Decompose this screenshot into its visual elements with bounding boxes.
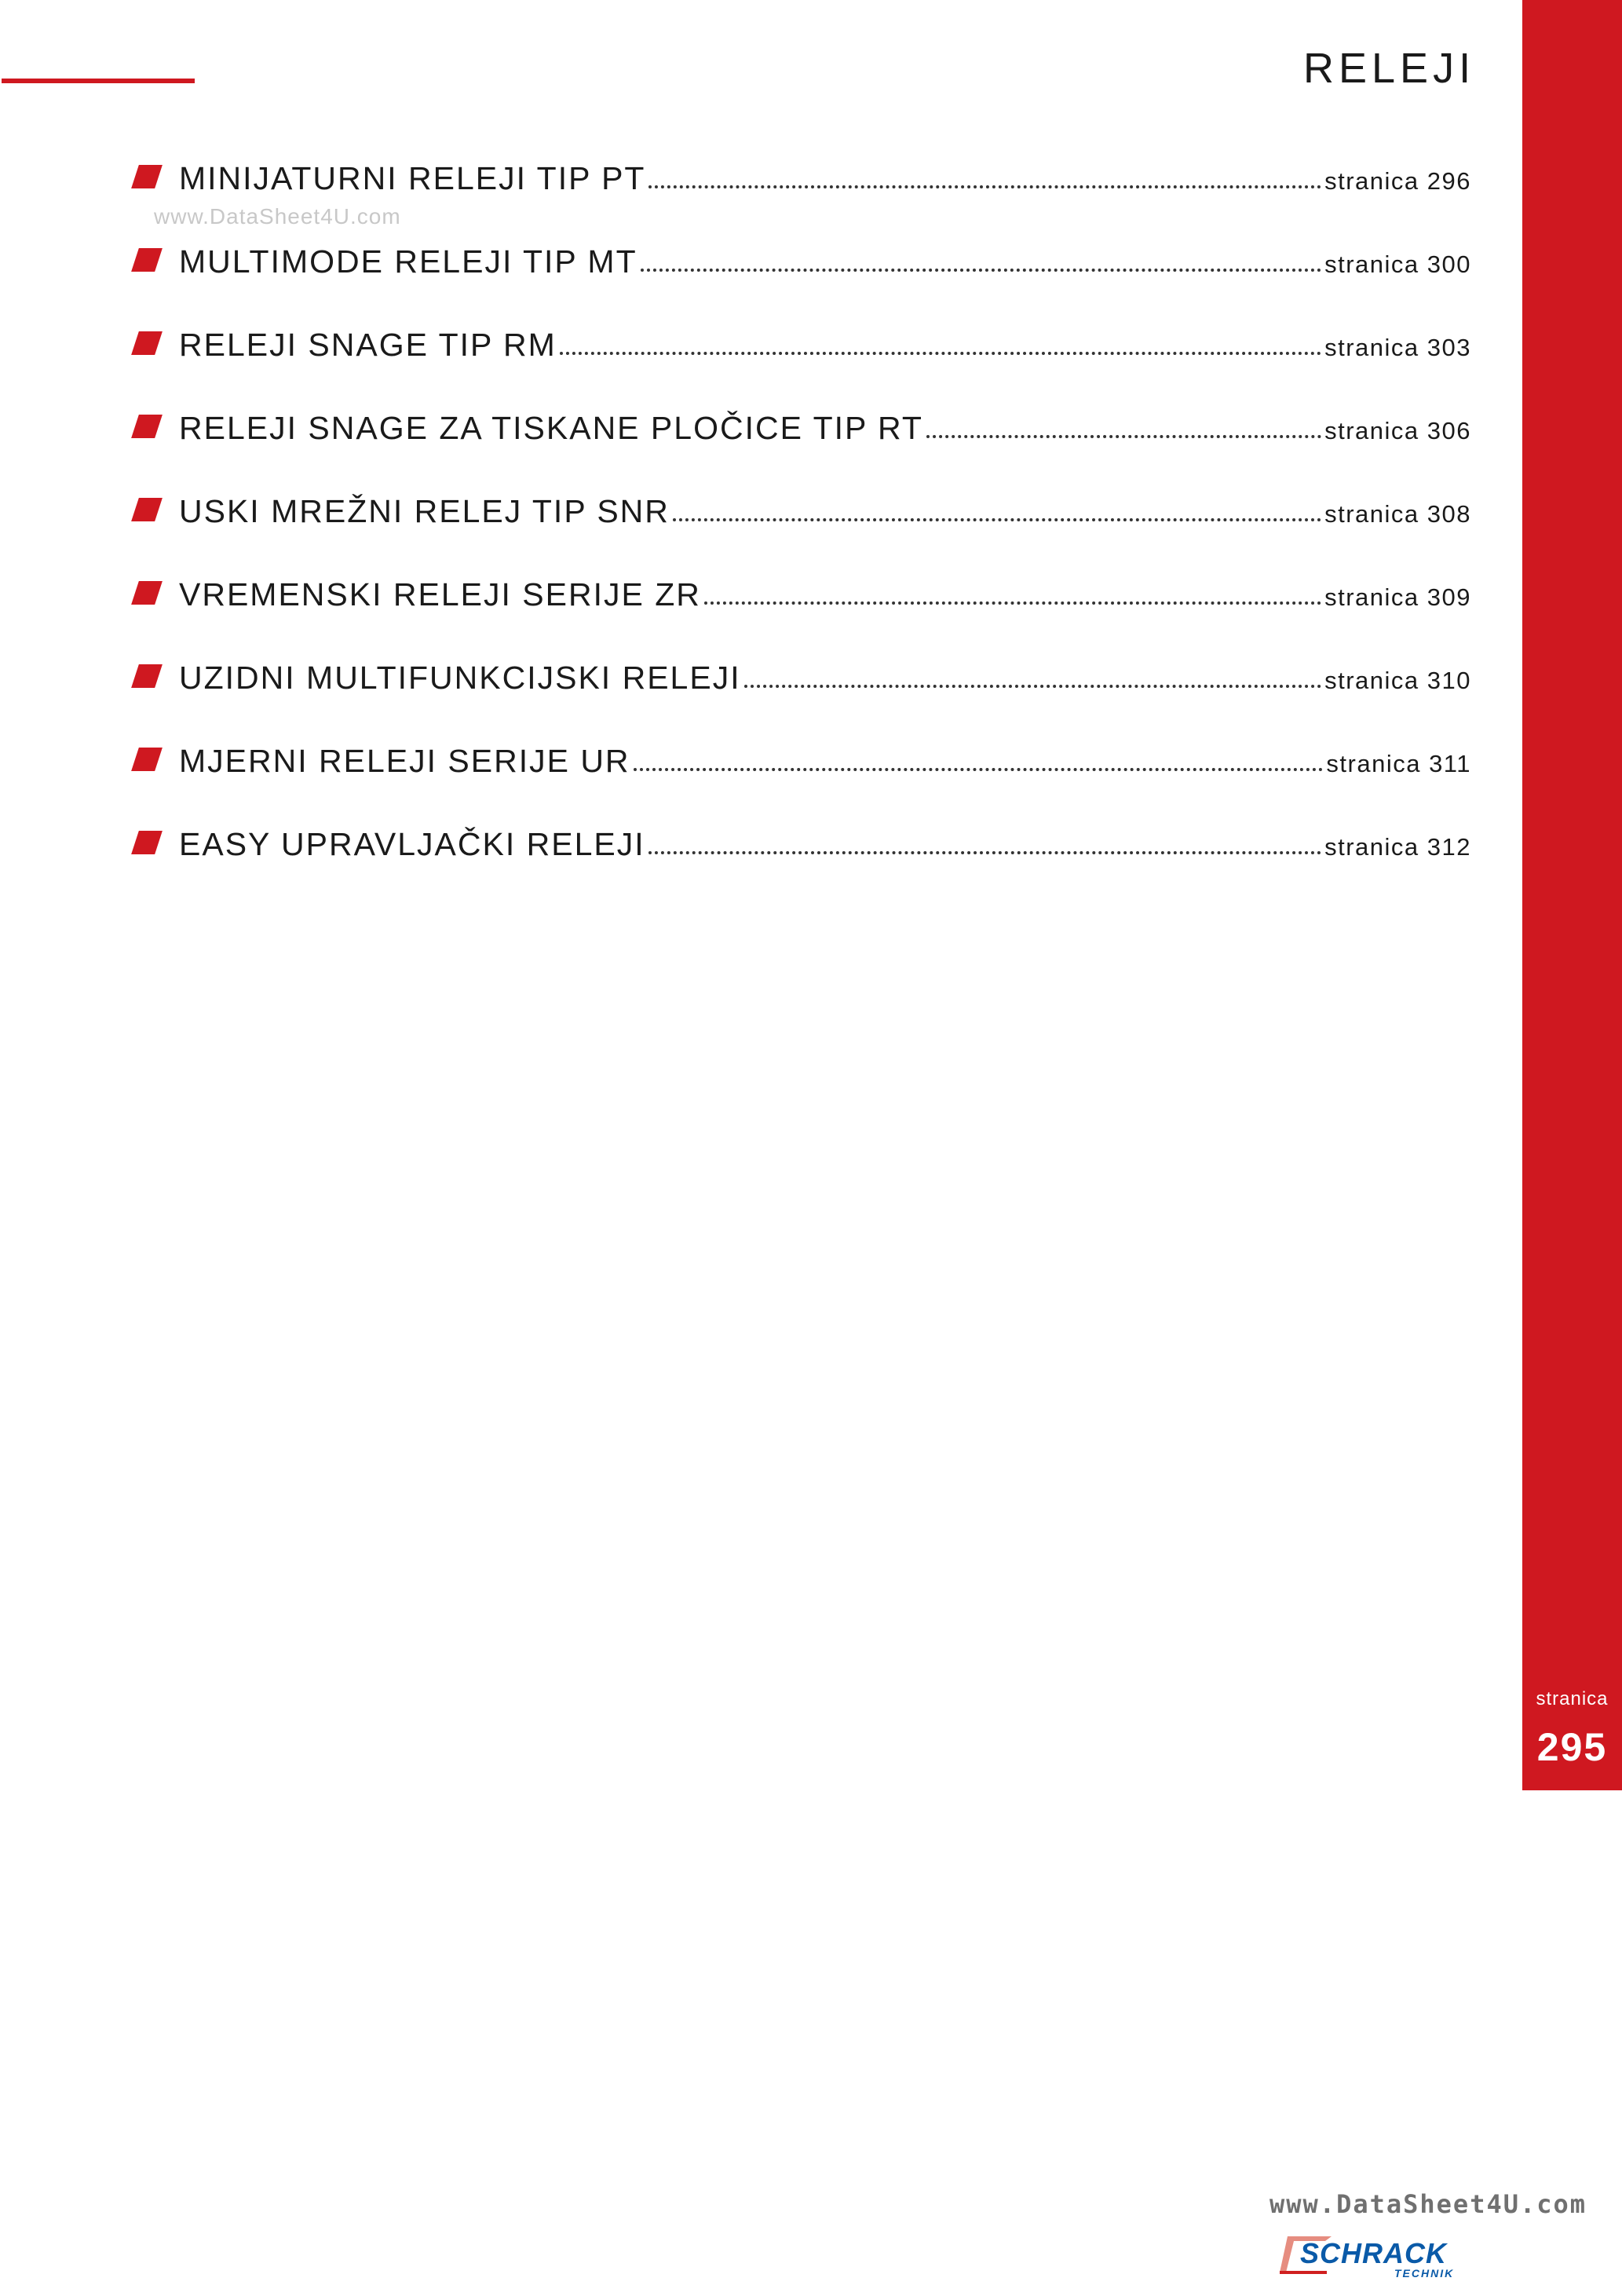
- bullet-icon: [131, 498, 163, 521]
- toc-item-page: stranica 309: [1324, 583, 1471, 611]
- side-red-bar: [1522, 0, 1622, 1790]
- toc-item[interactable]: [129, 239, 1471, 278]
- watermark-top: www.DataSheet4U.com: [154, 204, 401, 229]
- watermark-bottom[interactable]: www.DataSheet4U.com: [1269, 2189, 1587, 2219]
- toc-item-page: stranica 308: [1324, 500, 1471, 528]
- toc-item[interactable]: [129, 738, 1471, 777]
- dot-leader: [641, 269, 1321, 272]
- schrack-logo: [1277, 2233, 1481, 2280]
- toc-item-label: MINIJATURNI RELEJI TIP PT: [179, 160, 646, 196]
- svg-text:SCHRACK: SCHRACK: [1300, 2237, 1447, 2269]
- svg-text:TECHNIK: TECHNIK: [1394, 2267, 1455, 2280]
- toc-item-label: EASY UPRAVLJAČKI RELEJI: [179, 826, 645, 862]
- toc-item-label: UZIDNI MULTIFUNKCIJSKI RELEJI: [179, 660, 741, 696]
- dot-leader: [926, 435, 1321, 438]
- toc-item[interactable]: [129, 572, 1471, 611]
- page-title: RELEJI: [1303, 45, 1476, 92]
- toc-item-page: stranica 300: [1324, 250, 1471, 278]
- toc-item-page: stranica 303: [1324, 334, 1471, 361]
- dot-leader: [673, 518, 1321, 521]
- toc-item[interactable]: [129, 821, 1471, 861]
- toc-item-page: stranica 296: [1324, 167, 1471, 195]
- toc-item[interactable]: [129, 655, 1471, 694]
- toc-item-label: MJERNI RELEJI SERIJE UR: [179, 743, 630, 779]
- toc-item[interactable]: [129, 322, 1471, 361]
- dot-leader: [704, 601, 1321, 605]
- toc-item-label: VREMENSKI RELEJI SERIJE ZR: [179, 576, 701, 612]
- bullet-icon: [131, 165, 163, 188]
- side-page-number: 295: [1536, 1725, 1608, 1769]
- header-accent-line: [2, 79, 195, 83]
- toc-item-label: RELEJI SNAGE TIP RM: [179, 327, 557, 363]
- bullet-icon: [131, 831, 163, 854]
- bullet-icon: [131, 415, 163, 438]
- dot-leader: [744, 685, 1322, 688]
- dot-leader: [560, 352, 1321, 355]
- dot-leader: [648, 185, 1321, 188]
- bullet-icon: [131, 581, 163, 605]
- toc-item[interactable]: [129, 405, 1471, 444]
- toc-item[interactable]: [129, 488, 1471, 528]
- toc-item-label: USKI MREŽNI RELEJ TIP SNR: [179, 493, 670, 529]
- toc-item-page: stranica 311: [1326, 750, 1471, 777]
- toc-item[interactable]: [129, 155, 1471, 195]
- toc-item-label: RELEJI SNAGE ZA TISKANE PLOČICE TIP RT: [179, 410, 923, 446]
- dot-leader: [634, 768, 1324, 771]
- dot-leader: [648, 851, 1321, 854]
- side-page-word: stranica: [1536, 1688, 1609, 1709]
- bullet-icon: [131, 248, 163, 272]
- toc-item-page: stranica 312: [1324, 833, 1471, 861]
- bullet-icon: [131, 664, 163, 688]
- toc-item-label: MULTIMODE RELEJI TIP MT: [179, 243, 637, 280]
- bullet-icon: [131, 331, 163, 355]
- toc-item-page: stranica 310: [1324, 667, 1471, 694]
- bullet-icon: [131, 748, 163, 771]
- toc-item-page: stranica 306: [1324, 417, 1471, 444]
